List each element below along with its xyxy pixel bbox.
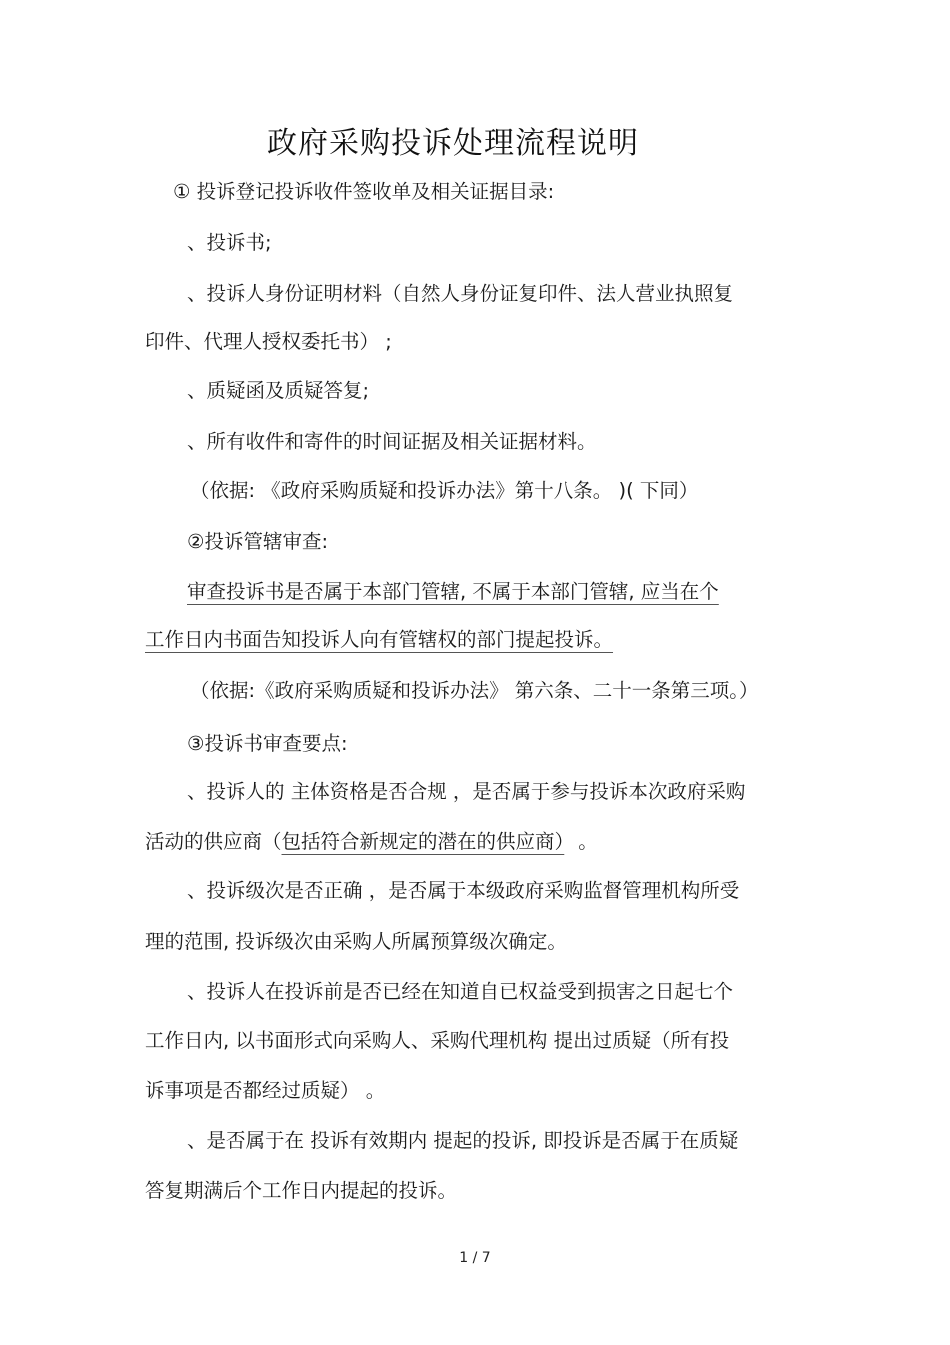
section-2-heading: ②投诉管辖审查: [187,530,329,553]
review-point-text: 。 [578,830,598,853]
review-point: 、投诉级次是否正确 ，是否属于本级政府采购监督管理机构所受 [187,879,740,902]
review-point: 、是否属于在 投诉有效期内 提起的投诉, 即投诉是否属于在质疑 [187,1129,739,1152]
review-point: 、投诉人在投诉前是否已经在知道自已权益受到损害之日起七个 [187,980,734,1003]
section-1-heading: ① 投诉登记投诉收件签收单及相关证据目录: [173,180,555,203]
page-number: 1 / 7 [459,1250,491,1266]
underlined-phrase: 包括符合新规定的潜在的供应商） [281,830,565,853]
legal-basis-note: （依据: 《政府采购质疑和投诉办法》第十八条。 )( 下同） [190,479,699,502]
list-item-continuation: 印件、代理人授权委托书） ; [145,330,392,353]
underlined-paragraph-line: 审查投诉书是否属于本部门管辖, 不属于本部门管辖, 应当在个 [187,580,719,603]
document-title: 政府采购投诉处理流程说明 [267,126,639,161]
review-point-continuation: 理的范围, 投诉级次由采购人所属预算级次确定。 [145,930,567,953]
review-point-continuation: 工作日内, 以书面形式向采购人、采购代理机构 提出过质疑（所有投 [145,1029,730,1052]
section-3-heading: ③投诉书审查要点: [187,732,348,755]
review-point-continuation: 诉事项是否都经过质疑） 。 [145,1079,386,1102]
list-item: 、所有收件和寄件的时间证据及相关证据材料。 [187,430,597,453]
legal-basis-note: （依据:《政府采购质疑和投诉办法》 第六条、二十一条第三项。） [190,679,759,702]
review-point-continuation: 答复期满后个工作日内提起的投诉。 [145,1179,458,1202]
list-item: 、投诉人身份证明材料（自然人身份证复印件、法人营业执照复 [187,282,734,305]
review-point-text: 活动的供应商（ [145,830,282,853]
list-item: 、质疑函及质疑答复; [187,379,370,402]
review-point: 、投诉人的 主体资格是否合规 ，是否属于参与投诉本次政府采购 [187,780,746,803]
underlined-paragraph-line: 工作日内书面告知投诉人向有管辖权的部门提起投诉。 [145,628,614,651]
review-point-continuation [145,827,598,857]
list-item: 、投诉书; [187,231,272,254]
